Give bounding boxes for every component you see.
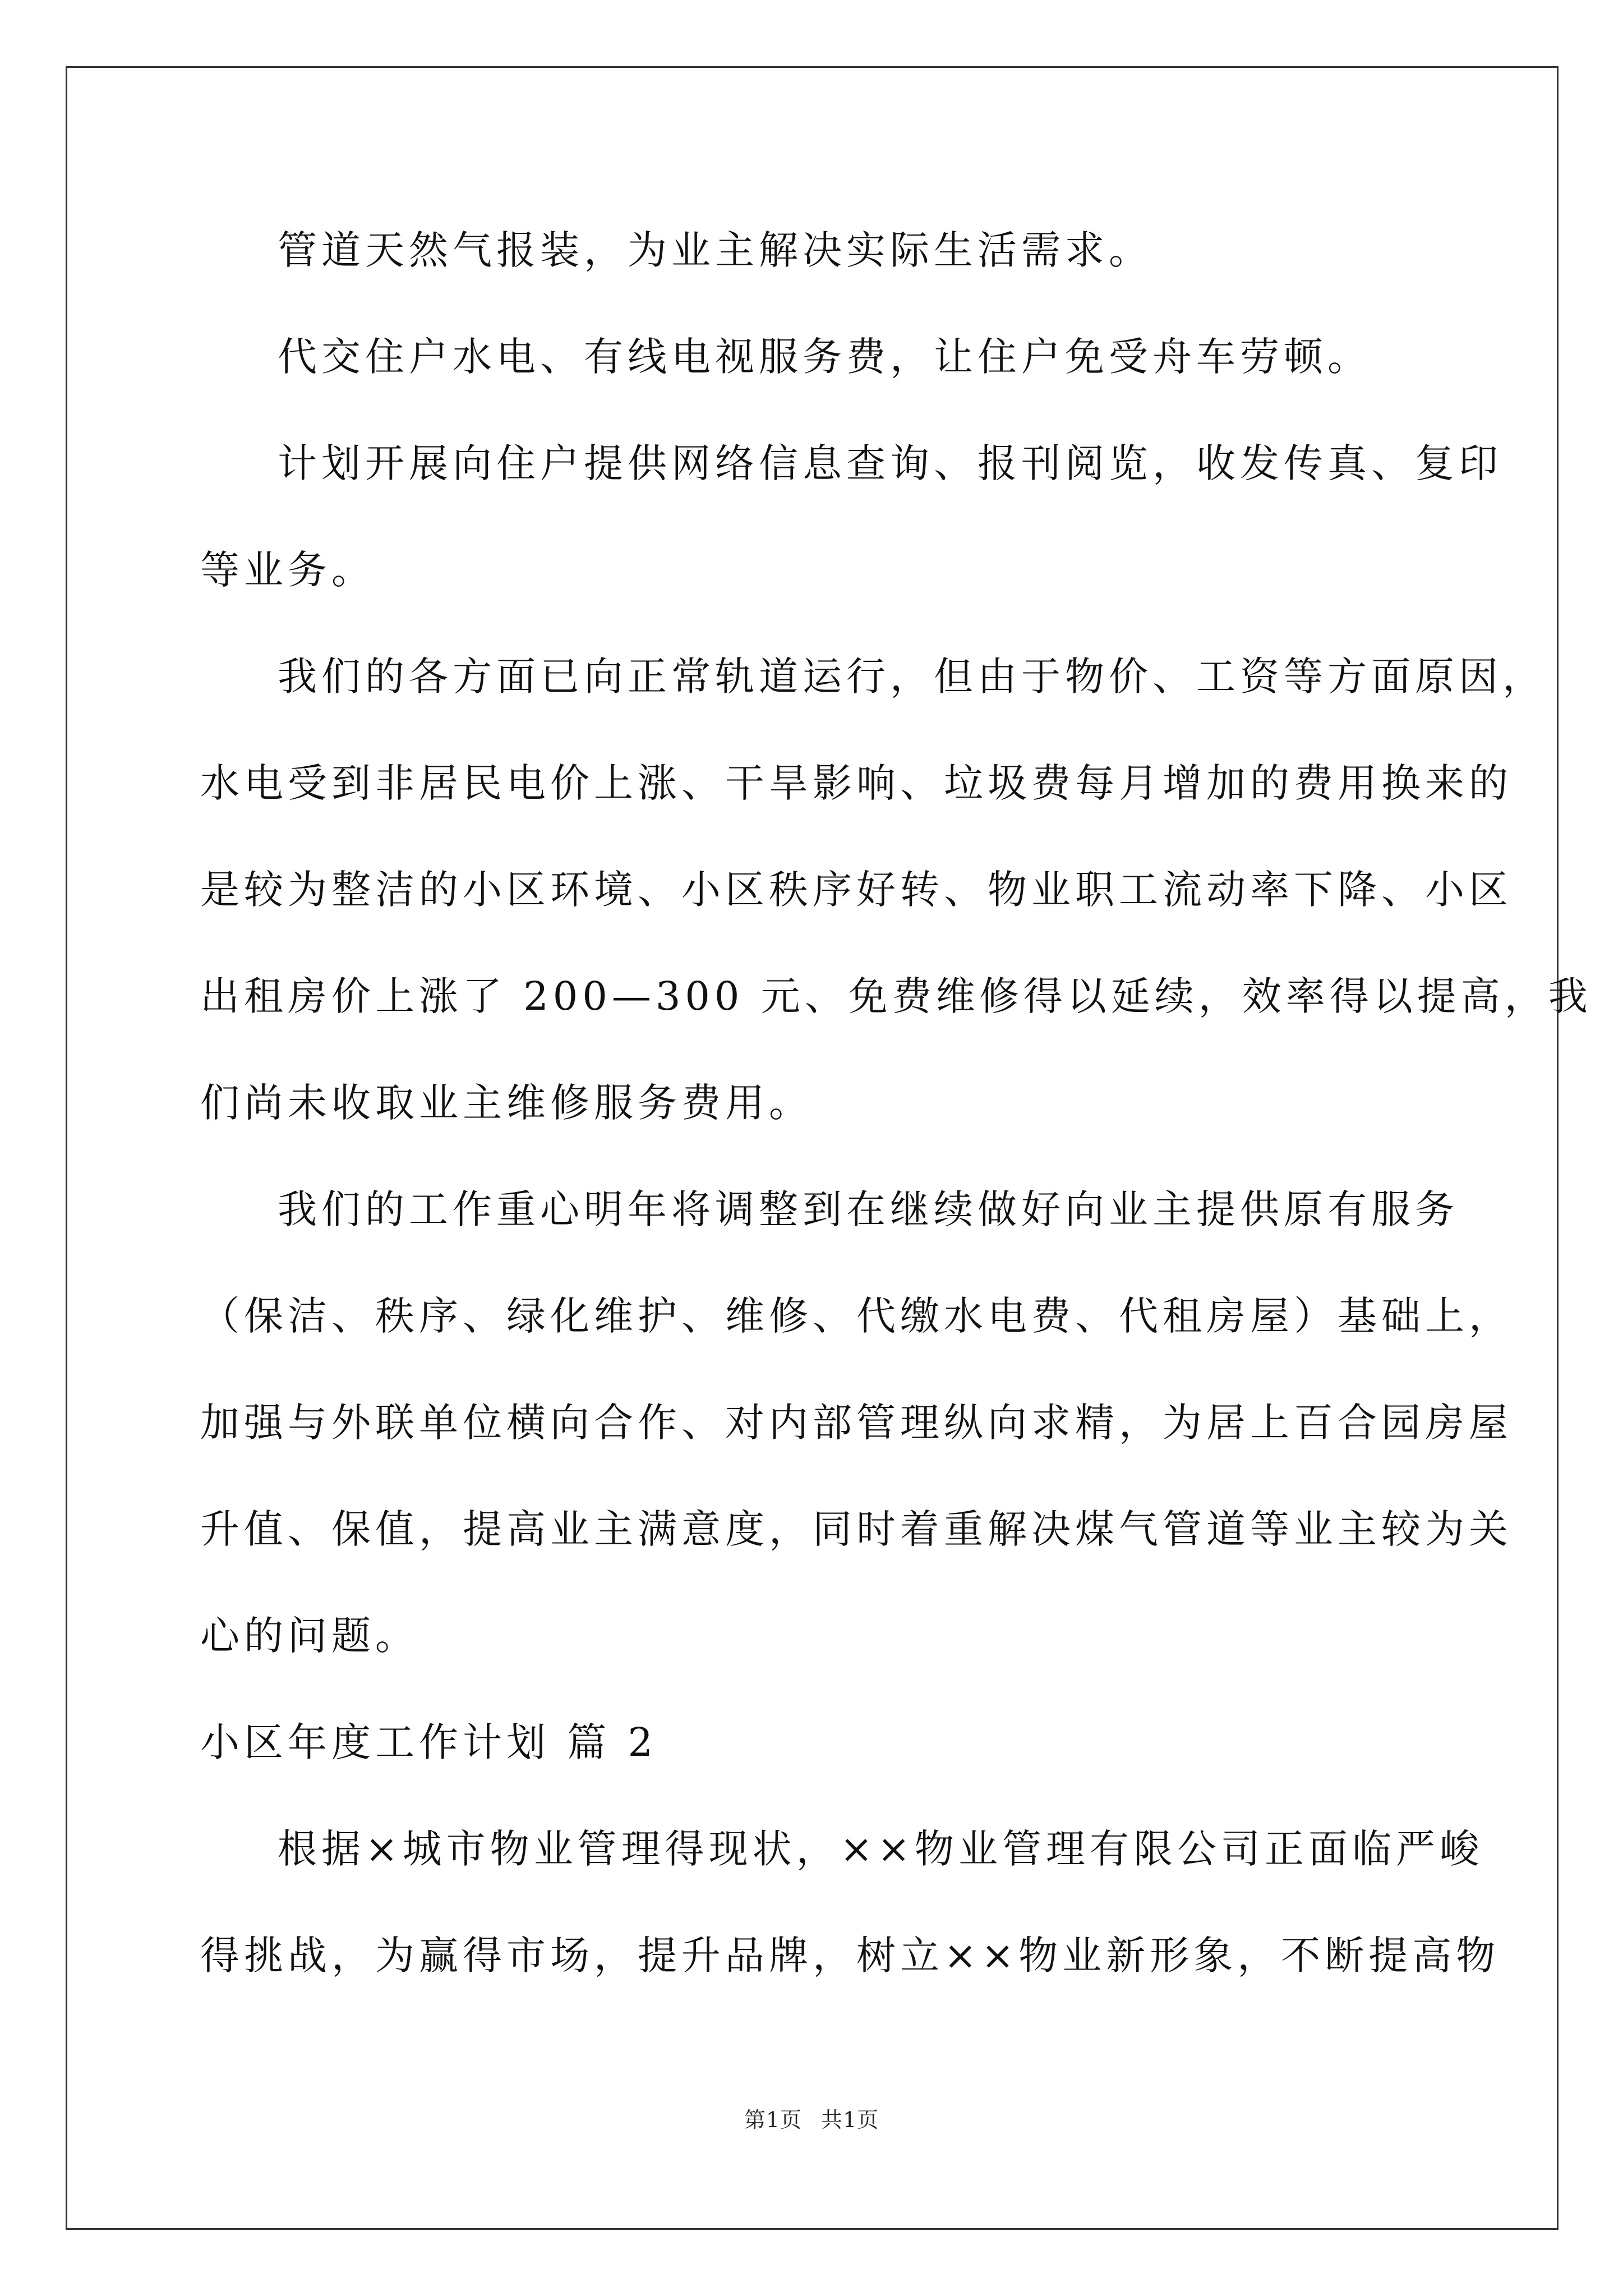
page-footer xyxy=(0,2102,1623,2133)
paragraph-line: 水电受到非居民电价上涨、干旱影响、垃圾费每月增加的费用换来的 xyxy=(200,760,1513,806)
page-total: 共1页 xyxy=(821,2108,879,2132)
page-number: 第1页 xyxy=(744,2108,802,2132)
paragraph-line: 加强与外联单位横向合作、对内部管理纵向求精，为居上百合园房屋 xyxy=(200,1400,1513,1446)
paragraph-line: 们尚未收取业主维修服务费用。 xyxy=(200,1080,813,1126)
paragraph-line: 我们的工作重心明年将调整到在继续做好向业主提供原有服务 xyxy=(278,1186,1459,1232)
paragraph-line: 管道天然气报装，为业主解决实际生活需求。 xyxy=(278,227,1152,273)
paragraph-line: 根据×城市物业管理得现状，××物业管理有限公司正面临严峻 xyxy=(278,1826,1483,1872)
page-border xyxy=(66,66,1559,2230)
paragraph-line: 计划开展向住户提供网络信息查询、报刊阅览，收发传真、复印 xyxy=(278,440,1502,486)
paragraph-line: 等业务。 xyxy=(200,547,375,593)
paragraph-line: 我们的各方面已向正常轨道运行，但由于物价、工资等方面原因， xyxy=(278,654,1546,700)
paragraph-line: 代交住户水电、有线电视服务费，让住户免受舟车劳顿。 xyxy=(278,334,1371,380)
section-heading: 小区年度工作计划 篇 2 xyxy=(200,1719,658,1765)
paragraph-line: （保洁、秩序、绿化维护、维修、代缴水电费、代租房屋）基础上， xyxy=(200,1293,1513,1339)
paragraph-line: 出租房价上涨了 200—300 元、免费维修得以延续，效率得以提高，我 xyxy=(200,973,1592,1019)
paragraph-line: 是较为整洁的小区环境、小区秩序好转、物业职工流动率下降、小区 xyxy=(200,867,1513,913)
paragraph-line: 得挑战，为赢得市场，提升品牌，树立××物业新形象，不断提高物 xyxy=(200,1932,1500,1978)
paragraph-line: 心的问题。 xyxy=(200,1613,419,1659)
paragraph-line: 升值、保值，提高业主满意度，同时着重解决煤气管道等业主较为关 xyxy=(200,1506,1513,1552)
